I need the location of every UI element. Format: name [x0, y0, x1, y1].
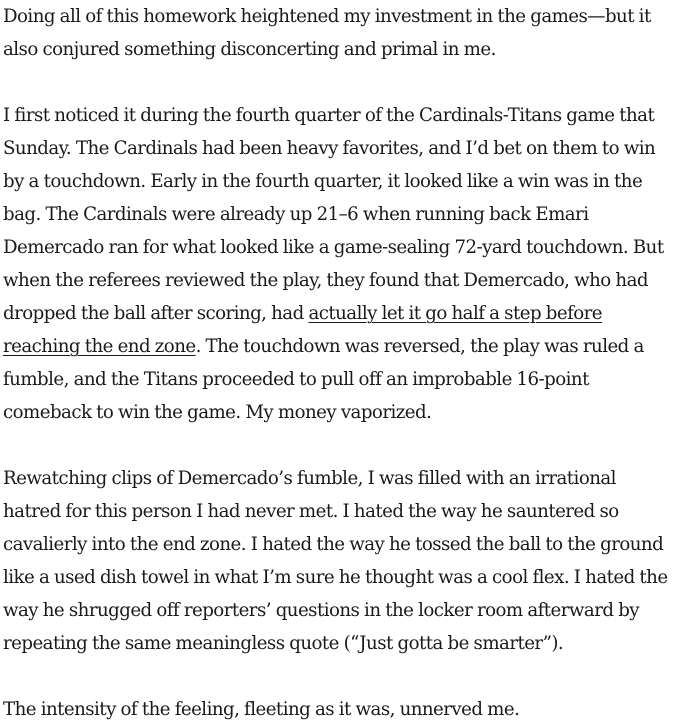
paragraph-intensity: The intensity of the feeling, fleeting as it was, unnerved me.: [3, 699, 520, 720]
paragraph-rewatching: Rewatching clips of Demercado’s fumble, I was filled with an irrational hatred for this person I had never met. I hated the way he sauntered so cavalierly into the end zone. I hated the way he tossed the ball to the ground like a used dish towel in what I’m sure he thought was a cool flex. I hated the way he shrugged off reporters’ questions in the locker room afterward by repeating the same meaningless quote (“Just gotta be smarter”).: [3, 468, 668, 654]
paragraph-text-before-link: I first noticed it during the fourth quarter of the Cardinals-Titans game that Sunday. The Cardinals had been heavy favorites, and I’d bet on them to win by a touchdown. Early in the fourth quarter, it looked like a win was in the bag. The Cardinals were already up 21–6 when running back Emari Demercado ran for what looked like a game-sealing 72-yard touchdown. But when the referees reviewed the play, they found that Demercado, who had dropped the ball after scoring, had: [3, 105, 664, 324]
fumble-link[interactable]: actually let it go half a step before reaching the end zone: [3, 303, 603, 357]
article-body: [3, 0, 675, 726]
paragraph-homework: Doing all of this homework heightened my investment in the games—but it also conjured something disconcerting and primal in me.: [3, 6, 651, 60]
paragraph-text-after-link: . The touchdown was reversed, the play was ruled a fumble, and the Titans proceeded to pull off an improbable 16-point comeback to win the game. My money vaporized.: [3, 336, 644, 423]
paragraph-cardinals-titans: [3, 99, 675, 429]
